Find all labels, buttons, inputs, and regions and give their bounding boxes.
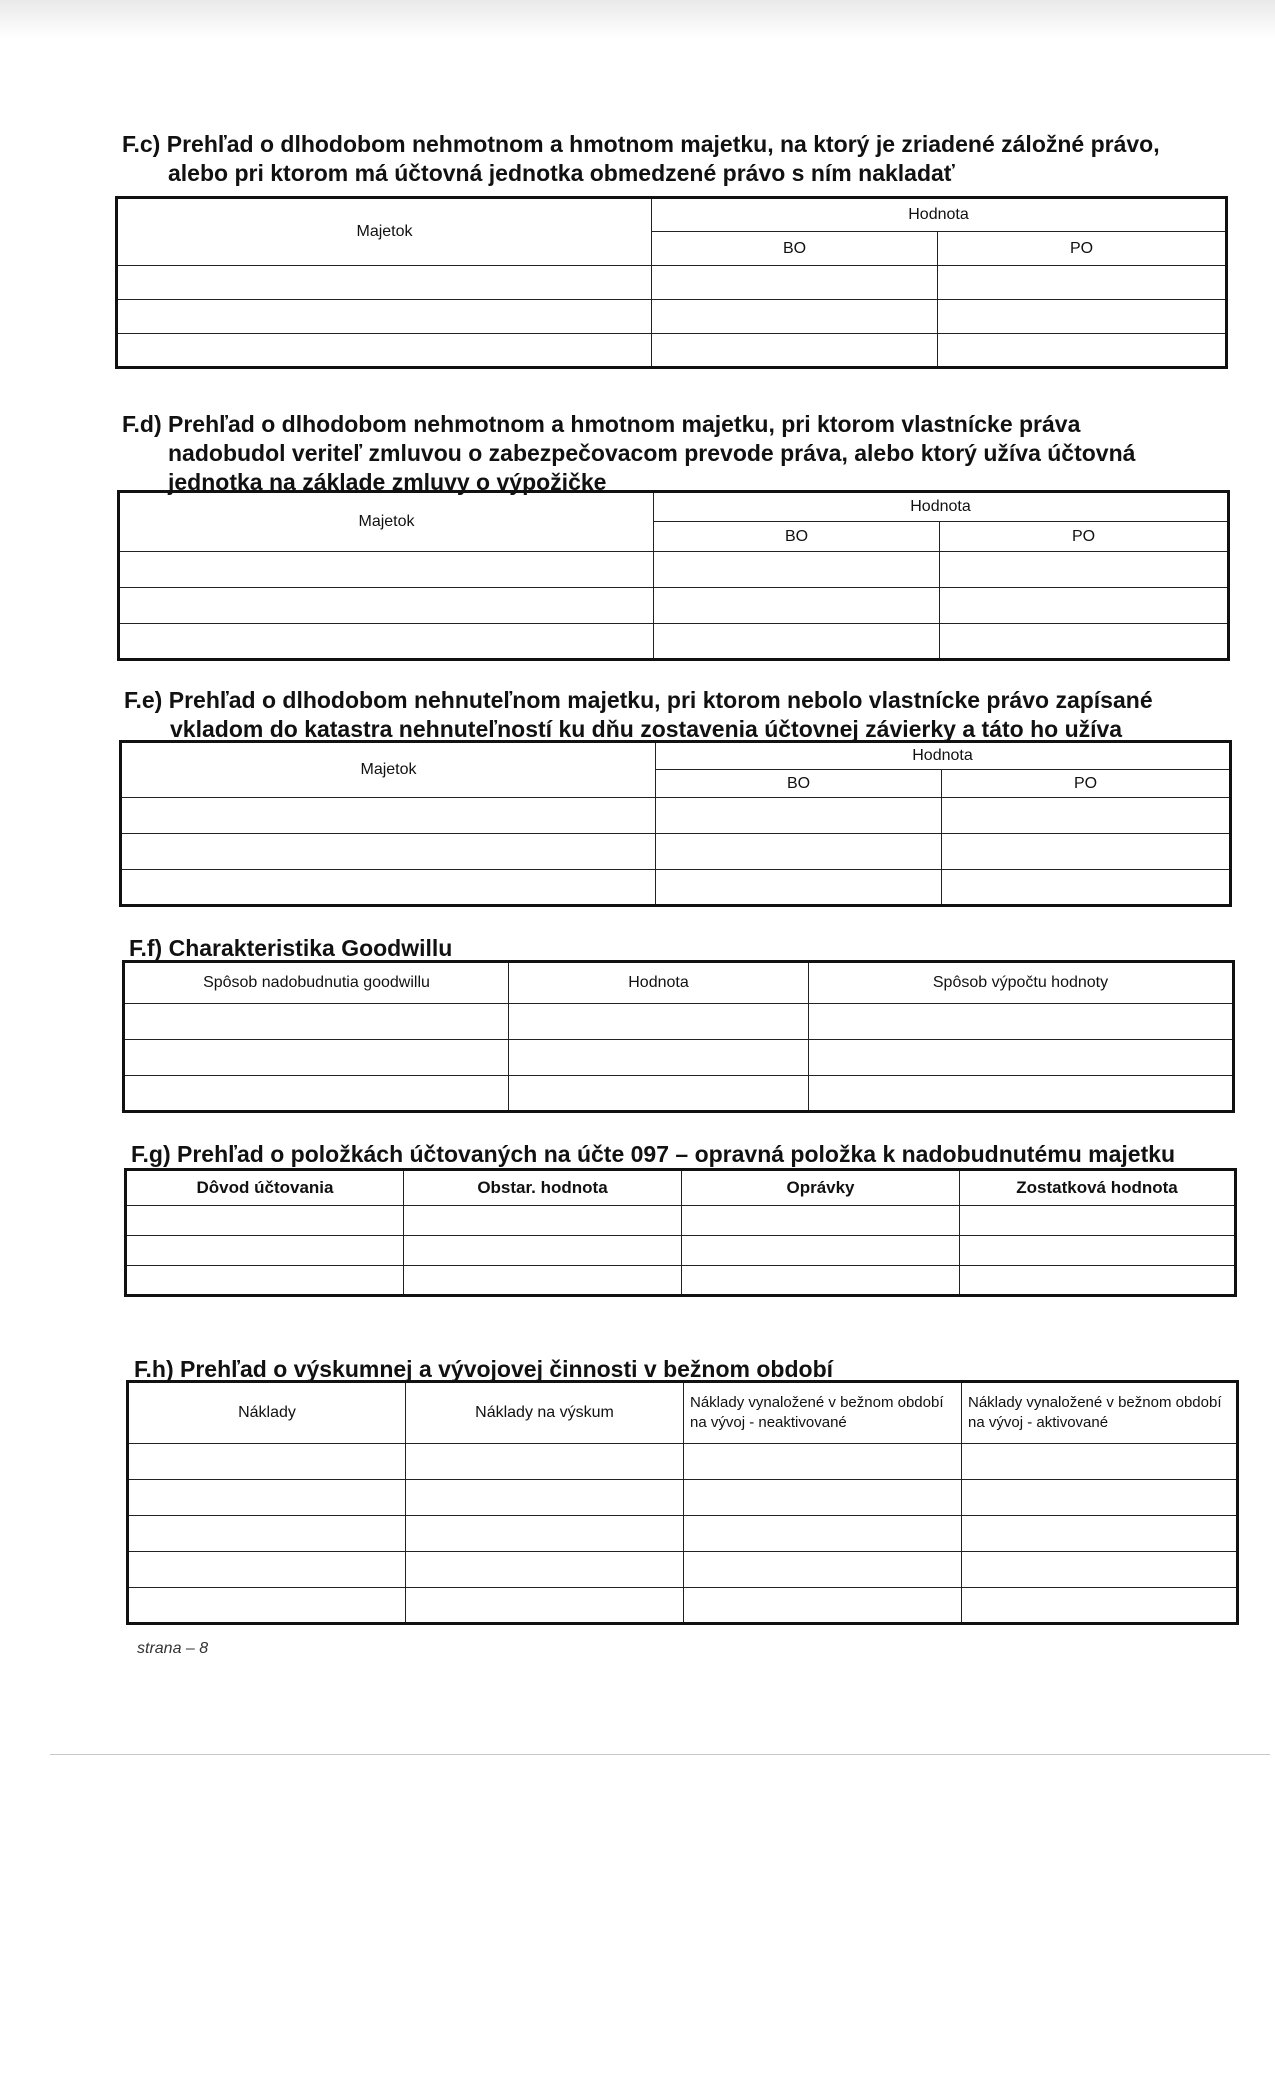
cell[interactable]	[124, 1004, 509, 1040]
cell[interactable]	[406, 1444, 684, 1480]
fe-header-po: PO	[942, 770, 1231, 798]
section-fc-title-line2: alebo pri ktorom má účtovná jednotka obmedzené právo s ním nakladať	[168, 160, 955, 186]
cell[interactable]	[124, 1076, 509, 1112]
cell[interactable]	[121, 798, 656, 834]
fg-header-col3: Oprávky	[682, 1170, 960, 1206]
fd-header-asset: Majetok	[119, 492, 654, 552]
table-row	[128, 1552, 1238, 1588]
table-row	[126, 1206, 1236, 1236]
table-row	[124, 1004, 1234, 1040]
table-row	[121, 798, 1231, 834]
fg-header-col4: Zostatková hodnota	[960, 1170, 1236, 1206]
cell[interactable]	[406, 1552, 684, 1588]
fd-header-value: Hodnota	[654, 492, 1229, 522]
fd-header-bo: BO	[654, 522, 940, 552]
cell[interactable]	[117, 334, 652, 368]
cell[interactable]	[509, 1004, 809, 1040]
section-fd-title	[122, 410, 1135, 497]
cell[interactable]	[406, 1480, 684, 1516]
table-row	[121, 870, 1231, 906]
table-row	[117, 266, 1227, 300]
table-row	[119, 552, 1229, 588]
cell[interactable]	[406, 1516, 684, 1552]
cell[interactable]	[809, 1040, 1234, 1076]
cell[interactable]	[938, 334, 1227, 368]
cell[interactable]	[652, 266, 938, 300]
cell[interactable]	[938, 266, 1227, 300]
cell[interactable]	[684, 1588, 962, 1624]
cell[interactable]	[962, 1552, 1238, 1588]
section-fd-title-line1: F.d) Prehľad o dlhodobom nehmotnom a hmotnom majetku, pri ktorom vlastnícke práva	[122, 411, 1081, 437]
cell[interactable]	[126, 1236, 404, 1266]
cell[interactable]	[404, 1266, 682, 1296]
cell[interactable]	[126, 1206, 404, 1236]
cell[interactable]	[121, 870, 656, 906]
cell[interactable]	[940, 624, 1229, 660]
table-fd	[117, 490, 1230, 661]
cell[interactable]	[652, 300, 938, 334]
page-bottom-divider	[50, 1754, 1270, 1755]
cell[interactable]	[128, 1480, 406, 1516]
cell[interactable]	[404, 1206, 682, 1236]
fc-header-bo: BO	[652, 232, 938, 266]
fc-header-po: PO	[938, 232, 1227, 266]
cell[interactable]	[684, 1516, 962, 1552]
table-row	[121, 834, 1231, 870]
table-row	[128, 1588, 1238, 1624]
cell[interactable]	[684, 1444, 962, 1480]
cell[interactable]	[652, 334, 938, 368]
fc-header-value: Hodnota	[652, 198, 1227, 232]
section-ff-title-text: F.f) Charakteristika Goodwillu	[129, 935, 453, 961]
table-row	[117, 300, 1227, 334]
cell[interactable]	[119, 552, 654, 588]
cell[interactable]	[128, 1588, 406, 1624]
section-fd-title-line3: jednotka na základe zmluvy o výpožičke	[168, 469, 607, 495]
cell[interactable]	[126, 1266, 404, 1296]
cell[interactable]	[938, 300, 1227, 334]
ff-header-col3: Spôsob výpočtu hodnoty	[809, 962, 1234, 1004]
cell[interactable]	[962, 1588, 1238, 1624]
table-row	[128, 1444, 1238, 1480]
table-fc	[115, 196, 1228, 369]
cell[interactable]	[656, 834, 942, 870]
fe-header-value: Hodnota	[656, 742, 1231, 770]
fh-header-col4: Náklady vynaložené v bežnom období na vývoj - aktivované	[962, 1382, 1238, 1444]
cell[interactable]	[682, 1266, 960, 1296]
section-fc-title-line1: F.c) Prehľad o dlhodobom nehmotnom a hmotnom majetku, na ktorý je zriadené záložné právo,	[122, 131, 1160, 157]
cell[interactable]	[809, 1004, 1234, 1040]
cell[interactable]	[509, 1076, 809, 1112]
fh-header-col2: Náklady na výskum	[406, 1382, 684, 1444]
cell[interactable]	[962, 1516, 1238, 1552]
table-row	[126, 1266, 1236, 1296]
section-fg-title	[131, 1140, 1175, 1169]
cell[interactable]	[654, 552, 940, 588]
section-fe-title	[124, 686, 1153, 744]
ff-header-col2: Hodnota	[509, 962, 809, 1004]
table-row	[128, 1516, 1238, 1552]
section-fe-title-line2: vkladom do katastra nehnuteľností ku dňu zostavenia účtovnej závierky a táto ho užíva	[170, 716, 1123, 742]
table-row	[124, 1040, 1234, 1076]
page-number: strana – 8	[137, 1640, 209, 1657]
cell[interactable]	[117, 266, 652, 300]
table-row	[119, 624, 1229, 660]
fe-header-bo: BO	[656, 770, 942, 798]
section-fe-title-line1: F.e) Prehľad o dlhodobom nehnuteľnom majetku, pri ktorom nebolo vlastnícke právo zapísané	[124, 687, 1153, 713]
section-fc-title	[122, 130, 1160, 188]
section-fd-title-line2: nadobudol veriteľ zmluvou o zabezpečovacom prevode práva, alebo ktorý užíva účtovná	[168, 440, 1136, 466]
fg-header-col2: Obstar. hodnota	[404, 1170, 682, 1206]
cell[interactable]	[942, 798, 1231, 834]
cell[interactable]	[121, 834, 656, 870]
cell[interactable]	[128, 1516, 406, 1552]
cell[interactable]	[656, 798, 942, 834]
fe-header-asset: Majetok	[121, 742, 656, 798]
table-row	[119, 588, 1229, 624]
fc-header-asset: Majetok	[117, 198, 652, 266]
table-ff	[122, 960, 1235, 1113]
ff-header-col1: Spôsob nadobudnutia goodwillu	[124, 962, 509, 1004]
cell[interactable]	[960, 1236, 1236, 1266]
cell[interactable]	[654, 588, 940, 624]
cell[interactable]	[117, 300, 652, 334]
table-row	[124, 1076, 1234, 1112]
table-row	[126, 1236, 1236, 1266]
cell[interactable]	[960, 1266, 1236, 1296]
cell[interactable]	[124, 1040, 509, 1076]
section-fh-title-text: F.h) Prehľad o výskumnej a vývojovej činnosti v bežnom období	[134, 1356, 834, 1382]
fh-header-col3: Náklady vynaložené v bežnom období na vývoj - neaktivované	[684, 1382, 962, 1444]
cell[interactable]	[809, 1076, 1234, 1112]
table-row	[117, 334, 1227, 368]
cell[interactable]	[962, 1480, 1238, 1516]
cell[interactable]	[962, 1444, 1238, 1480]
fg-header-col1: Dôvod účtovania	[126, 1170, 404, 1206]
cell[interactable]	[119, 624, 654, 660]
fh-header-col1: Náklady	[128, 1382, 406, 1444]
cell[interactable]	[119, 588, 654, 624]
cell[interactable]	[128, 1552, 406, 1588]
cell[interactable]	[942, 834, 1231, 870]
cell[interactable]	[654, 624, 940, 660]
cell[interactable]	[684, 1552, 962, 1588]
cell[interactable]	[509, 1040, 809, 1076]
cell[interactable]	[940, 552, 1229, 588]
cell[interactable]	[406, 1588, 684, 1624]
section-fg-title-text: F.g) Prehľad o položkách účtovaných na účte 097 – opravná položka k nadobudnutému majetku	[131, 1141, 1176, 1167]
fd-header-po: PO	[940, 522, 1229, 552]
cell[interactable]	[960, 1206, 1236, 1236]
scan-top-shadow	[0, 0, 1275, 38]
cell[interactable]	[682, 1236, 960, 1266]
table-fg	[124, 1168, 1237, 1297]
section-ff-title	[129, 934, 452, 963]
cell[interactable]	[942, 870, 1231, 906]
cell[interactable]	[404, 1236, 682, 1266]
table-row	[128, 1480, 1238, 1516]
table-fh	[126, 1380, 1239, 1625]
cell[interactable]	[684, 1480, 962, 1516]
cell[interactable]	[682, 1206, 960, 1236]
cell[interactable]	[940, 588, 1229, 624]
cell[interactable]	[656, 870, 942, 906]
cell[interactable]	[128, 1444, 406, 1480]
table-fe	[119, 740, 1232, 907]
